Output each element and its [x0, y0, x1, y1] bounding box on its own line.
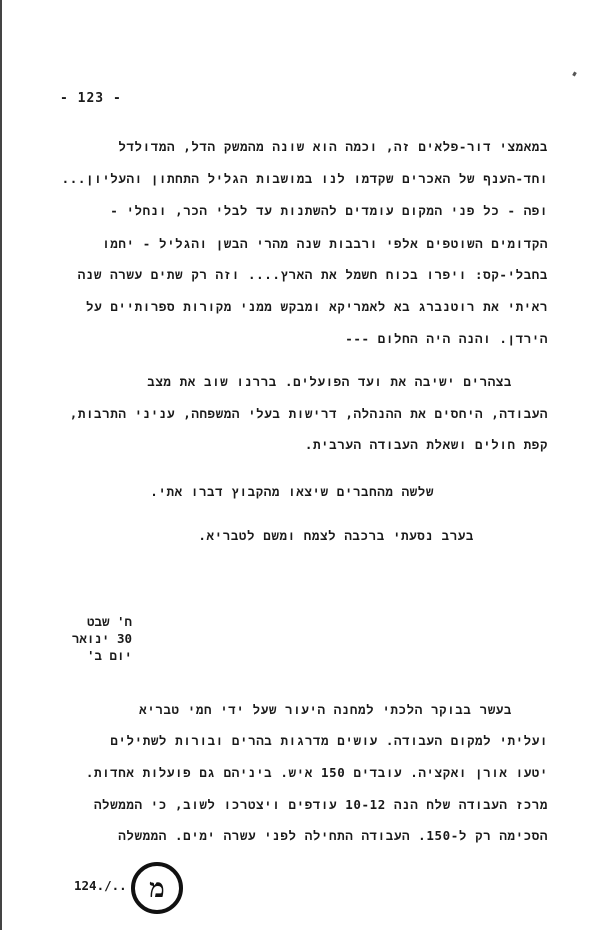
date-gregorian: 30 ינואר	[71, 631, 132, 646]
page-number: - 123 -	[60, 91, 122, 106]
paragraph-4: בערב נסעתי ברכבה לצמח ומשם לטבריא.	[198, 528, 474, 543]
paragraph-2-line-1: בצהרים ישיבה את ועד הפועלים. בררנו שוב את מצב	[147, 374, 512, 389]
paragraph-5-line-1: בעשר בבוקר הלכתי למחנה היעור שעל ידי חמי טבריא	[139, 702, 512, 717]
paragraph-1-line-5: בחבלי-קס: ויפרו בכוח חשמל את הארץ.... וזה רק שתים עשרה שנה	[77, 267, 548, 282]
edge-speck	[572, 72, 577, 77]
date-hebrew: ח' שבט	[86, 614, 132, 629]
paragraph-1-line-6: ראיתי את רוטנברג בא לאמריקא ומבקש ממני מקורות ספרותיים על	[86, 299, 548, 314]
archive-stamp-logo	[129, 861, 185, 915]
paragraph-1-line-7: הירדן. והנה היה החלום ---	[345, 331, 548, 346]
paragraph-5-line-4: מרכז העבודה שלח הנה 10-12 עודפים ויצטרכו לשוב, כי הממשלה	[93, 797, 548, 812]
continuation-reference: 124./..	[74, 878, 127, 893]
paragraph-2-line-3: קפת חולים ושאלת העבודה הערבית.	[304, 437, 548, 452]
stamp-letter: מ	[149, 874, 165, 904]
paragraph-1-line-2: וחד-הענף של האכרים שקדמו לנו במושבות הגליל התחתון והעליון...	[61, 171, 548, 186]
paragraph-5-line-3: יטעו אורן ואקציה. עובדים 150 איש. ביניהם גם פועלות אחדות.	[85, 765, 548, 780]
paragraph-1-line-3: ופה - כל פני המקום עומדים להשתנות עד לבלי הכר, ונחלי -	[110, 203, 548, 218]
paragraph-1-line-4: הקדומים השוטפים אלפי ורבבות שנה מהרי הבשן והגליל - יחמו	[102, 236, 548, 251]
paragraph-5-line-2: ועליתי למקום העבודה. עושים מדרגות בהרים ובורות לשתילים	[110, 733, 548, 748]
paragraph-5-line-5: הסכימה רק ל-150. העבודה התחילה לפני עשרה ימים. הממשלה	[118, 828, 548, 843]
date-block	[68, 613, 132, 664]
date-weekday: יום ב'	[86, 648, 132, 663]
paragraph-3: שלשה מהחברים שיצאו מהקבוץ דברו אתי.	[150, 484, 434, 499]
paragraph-2-line-2: העבודה, היחסים את ההנהלה, דרישות בעלי המשפחה, עניני התרבות,	[69, 406, 548, 421]
paragraph-1-line-1: במאמצי דור-פלאים זה, וכמה הוא שונה מהמשק הדל, המדולדל	[118, 139, 548, 154]
